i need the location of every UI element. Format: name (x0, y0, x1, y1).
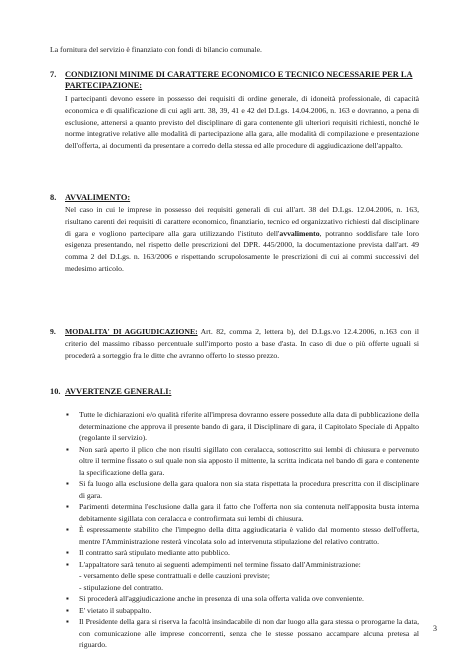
bullet-item: ▪ Il contratto sarà stipulato mediante atto pubblico. (66, 547, 419, 559)
section-10-heading (50, 386, 419, 397)
bullet-item: ▪ Si procederà all'aggiudicazione anche in presenza di una sola offerta valida ove conveniente. (66, 593, 419, 605)
intro-paragraph: La fornitura del servizio è finanziato con fondi di bilancio comunale. (50, 45, 262, 54)
section-8-body-bold: avvalimento (279, 228, 320, 238)
bullet-item: ▪ Il Presidente della gara si riserva la facoltà insindacabile di non dar luogo alla gara stessa o prorogarne la data, con comunicazione alle imprese concorrenti, senza che le stesse possano accampare alcuna pretesa al riguardo. (66, 616, 419, 651)
bullet-item: ▪ È espressamente stabilito che l'impegno della ditta aggiudicataria è valido dal momento stesso dell'offerta, mentre l'Amministrazione resterà vincolata solo ad intervenuta stipulazione del relativo contratto. (66, 524, 419, 547)
section-7-heading (50, 69, 419, 91)
section-8-body-b: , potranno soddisfare tale loro esigenza presentando, nel rispetto delle prescrizioni del DPR. 445/2000, la documentazione prevista dall'art. 49 comma 2 del D.Lgs. n. 163/2006 e rispettando scrupolosamente le prescrizioni di cui ai commi successivi del medesimo articolo. (65, 228, 419, 273)
section-10-title: AVVERTENZE GENERALI: (65, 387, 172, 396)
bullet-item: ▪ Si fa luogo alla esclusione della gara qualora non sia stata rispettata la procedura prescritta con il disciplinare di gara. (66, 478, 419, 501)
section-8-number: 8. (50, 193, 57, 202)
section-10-bullet-list (66, 409, 419, 651)
section-9 (50, 326, 419, 361)
sub-item: - stipulazione del contratto. (79, 582, 164, 592)
bullet-item: ▪ L'appaltatore sarà tenuto ai seguenti adempimenti nel termine fissato dall'Amministrazione: (66, 559, 419, 571)
section-9-number: 9. (50, 327, 56, 336)
section-7-body: I partecipanti devono essere in possesso dei requisiti di ordine generale, di idoneità professionale, di capacità economica e di qualificazione di cui agli artt. 38, 39, 41 e 42 del D.Lgs. 14.04.2006, n. 163 e dovranno, a pena di esclusione, attenersi a quanto previsto del disciplinare di gara contenente gli ulteriori requisiti richiesti, nonché le norme integrative relative alle modalità di partecipazione alla gara, alle modalità di compilazione e presentazione dell'offerta, ai documenti da presentare a corredo della stessa ed alle procedure di aggiudicazione dell'appalto. (65, 94, 419, 151)
section-9-title: MODALITA' DI AGGIUDICAZIONE: (65, 327, 198, 336)
section-8-body-a: Nel caso in cui le imprese in possesso dei requisiti generali di cui all'art. 38 del D.Lgs. 12.04.2006, n. 163, risultano carenti dei requisiti di carattere economico, finanziario, tecnico ed organizzativo richiesti dal disciplinare di gara e vogliono partecipare alla gara utilizzando l'istituto dell' (65, 205, 419, 238)
bullet-item: ▪ Tutte le dichiarazioni e/o qualità riferite all'impresa dovranno essere possedute alla data di pubblicazione della determinazione che approva il presente bando di gara, il Disciplinare di gara, il Capitolato Speciale di Appalto (regolante il servizio). (66, 409, 419, 444)
section-8-body (65, 204, 419, 275)
bullet-item: ▪ Parimenti determina l'esclusione dalla gara il fatto che l'offerta non sia contenuta nell'apposita busta interna debitamente sigillata con ceralacca e controfirmata sui lembi di chiusura. (66, 501, 419, 524)
section-7-number: 7. (50, 70, 57, 79)
section-7-title: CONDIZIONI MINIME DI CARATTERE ECONOMICO E TECNICO NECESSARIE PER LA PARTECIPAZIONE: (65, 70, 413, 91)
section-8-heading (50, 192, 419, 203)
page-number: 3 (433, 624, 437, 633)
section-10-number: 10. (50, 387, 61, 396)
bullet-item: ▪ Non sarà aperto il plico che non risulti sigillato con ceralacca, sottoscritto sui lembi di chiusura e pervenuto oltre il termine fissato o sul quale non sia apposto il mittente, la scritta indicata nel bando di gara e contenente la specificazione della gara. (66, 444, 419, 479)
section-8-title: AVVALIMENTO: (65, 193, 131, 202)
bullet-item: ▪ E' vietato il subappalto. (66, 605, 419, 617)
sub-item: - versamento delle spese contrattuali e delle cauzioni previste; (79, 571, 270, 580)
section-9-body: Art. 82, comma 2, lettera b), del D.Lgs.vo 12.4.2006, n.163 con il criterio del massimo ribasso percentuale sull'importo posto a base d'asta. In caso di due o più offerte uguali si procederà a sorteggio fra le ditte che avranno offerto lo stesso prezzo. (65, 327, 420, 360)
